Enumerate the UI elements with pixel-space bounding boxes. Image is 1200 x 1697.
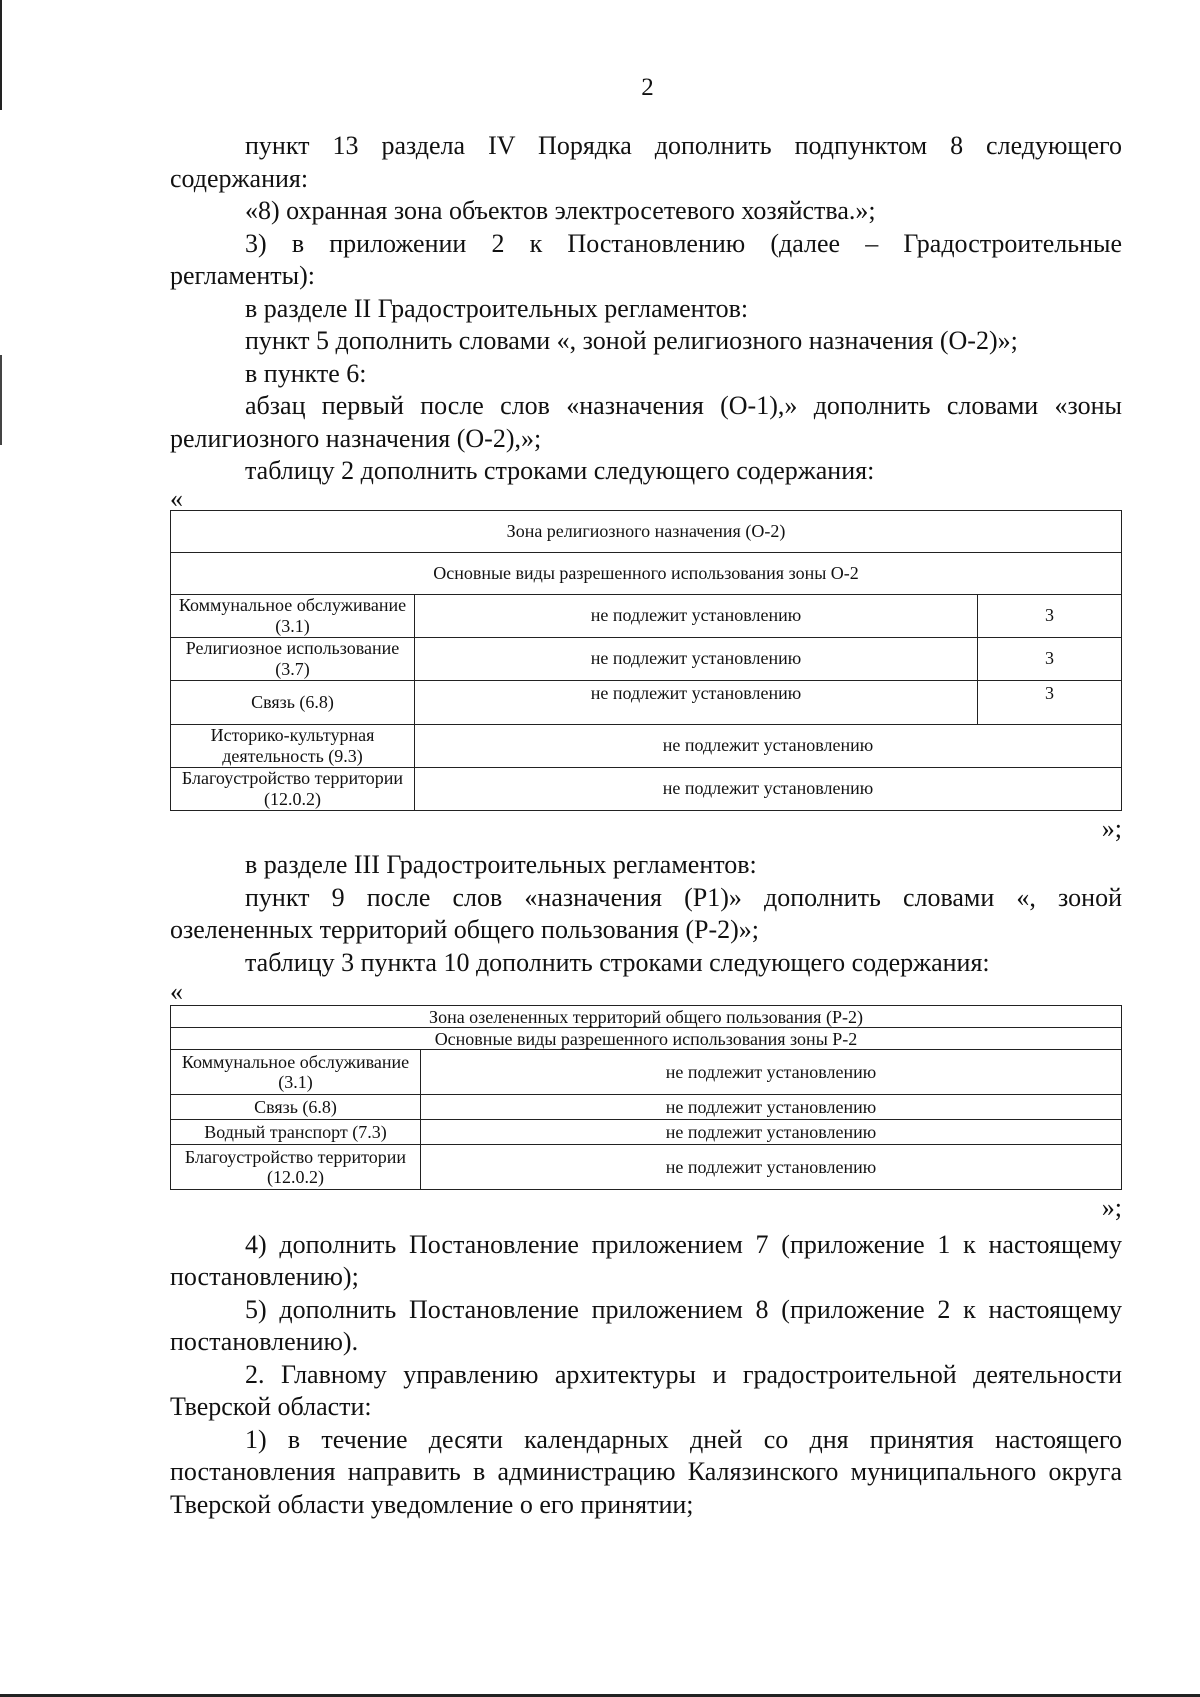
parameter-cell: не подлежит установлению	[421, 1095, 1122, 1120]
table-title: Зона озелененных территорий общего пользования (Р-2)	[171, 1006, 1122, 1028]
table-row	[171, 1095, 1122, 1120]
parameter-cell: не подлежит установлению	[421, 1050, 1122, 1095]
table-row	[171, 680, 1122, 724]
table-title: Зона религиозного назначения (О-2)	[171, 510, 1122, 552]
number-cell: 3	[978, 637, 1122, 680]
table-row	[171, 1120, 1122, 1145]
parameter-cell: не подлежит установлению	[421, 1145, 1122, 1190]
document-body	[170, 130, 1122, 1521]
parameter-cell: не подлежит установлению	[415, 724, 1122, 767]
paragraph: 2. Главному управлению архитектуры и градостроительной деятельности Тверской области:	[170, 1359, 1122, 1421]
table-religious-zone	[170, 510, 1122, 811]
paragraph: «8) охранная зона объектов электросетевого хозяйства.»;	[245, 196, 876, 225]
opening-quote: «	[170, 977, 183, 1006]
parameter-cell: не подлежит установлению	[421, 1120, 1122, 1145]
table-subtitle: Основные виды разрешенного использования зоны Р-2	[171, 1028, 1122, 1050]
paragraph: в разделе II Градостроительных регламентов:	[245, 293, 749, 323]
number-cell: 3	[978, 594, 1122, 637]
paragraph: таблицу 2 дополнить строками следующего содержания:	[245, 456, 875, 485]
use-type-cell: Связь (6.8)	[171, 1095, 421, 1120]
paragraph: 3) в приложении 2 к Постановлению (далее – Градостроительные регламенты):	[170, 228, 1122, 290]
paragraph: 1) в течение десяти календарных дней со дня принятия настоящего постановления направить в администрацию Калязинского муниципального округа Тверской области уведомление о его принятии;	[170, 1424, 1122, 1519]
paragraph: пункт 5 дополнить словами «, зоной религиозного назначения (О-2)»;	[245, 326, 1018, 355]
number-cell: 3	[978, 680, 1122, 724]
paragraph: в разделе III Градостроительных регламентов:	[245, 850, 757, 879]
paragraph: 4) дополнить Постановление приложением 7 (приложение 1 к настоящему постановлению);	[170, 1229, 1122, 1291]
parameter-cell: не подлежит установлению	[415, 594, 978, 637]
opening-quote: «	[170, 483, 183, 513]
page-number: 2	[641, 74, 654, 101]
table-row	[171, 724, 1122, 767]
table-subtitle: Основные виды разрешенного использования зоны О-2	[171, 552, 1122, 594]
use-type-cell: Коммунальное обслуживание (3.1)	[171, 1050, 421, 1095]
table-green-zone	[170, 1005, 1122, 1190]
closing-quote: »;	[1101, 813, 1122, 843]
table-row	[171, 1050, 1122, 1095]
table-row	[171, 637, 1122, 680]
paragraph: 5) дополнить Постановление приложением 8 (приложение 2 к настоящему постановлению).	[170, 1294, 1122, 1356]
scan-edge-mark	[0, 355, 2, 445]
table-row	[171, 1145, 1122, 1190]
use-type-cell: Религиозное использование (3.7)	[171, 637, 415, 680]
parameter-cell: не подлежит установлению	[415, 680, 978, 724]
paragraph: таблицу 3 пункта 10 дополнить строками следующего содержания:	[245, 947, 990, 977]
use-type-cell: Историко-культурная деятельность (9.3)	[171, 724, 415, 767]
paragraph: пункт 13 раздела IV Порядка дополнить подпунктом 8 следующего содержания:	[170, 131, 1122, 193]
use-type-cell: Благоустройство территории (12.0.2)	[171, 1145, 421, 1190]
paragraph: в пункте 6:	[245, 358, 367, 388]
use-type-cell: Водный транспорт (7.3)	[171, 1120, 421, 1145]
use-type-cell: Связь (6.8)	[171, 680, 415, 724]
table-row	[171, 594, 1122, 637]
parameter-cell: не подлежит установлению	[415, 767, 1122, 810]
paragraph: абзац первый после слов «назначения (О-1),» дополнить словами «зоны религиозного назначения (О-2),»;	[170, 391, 1122, 453]
use-type-cell: Коммунальное обслуживание (3.1)	[171, 594, 415, 637]
table-row	[171, 767, 1122, 810]
closing-quote: »;	[1101, 1193, 1122, 1222]
paragraph: пункт 9 после слов «назначения (Р1)» дополнить словами «, зоной озелененных территорий общего пользования (Р-2)»;	[170, 882, 1122, 944]
parameter-cell: не подлежит установлению	[415, 637, 978, 680]
use-type-cell: Благоустройство территории (12.0.2)	[171, 767, 415, 810]
